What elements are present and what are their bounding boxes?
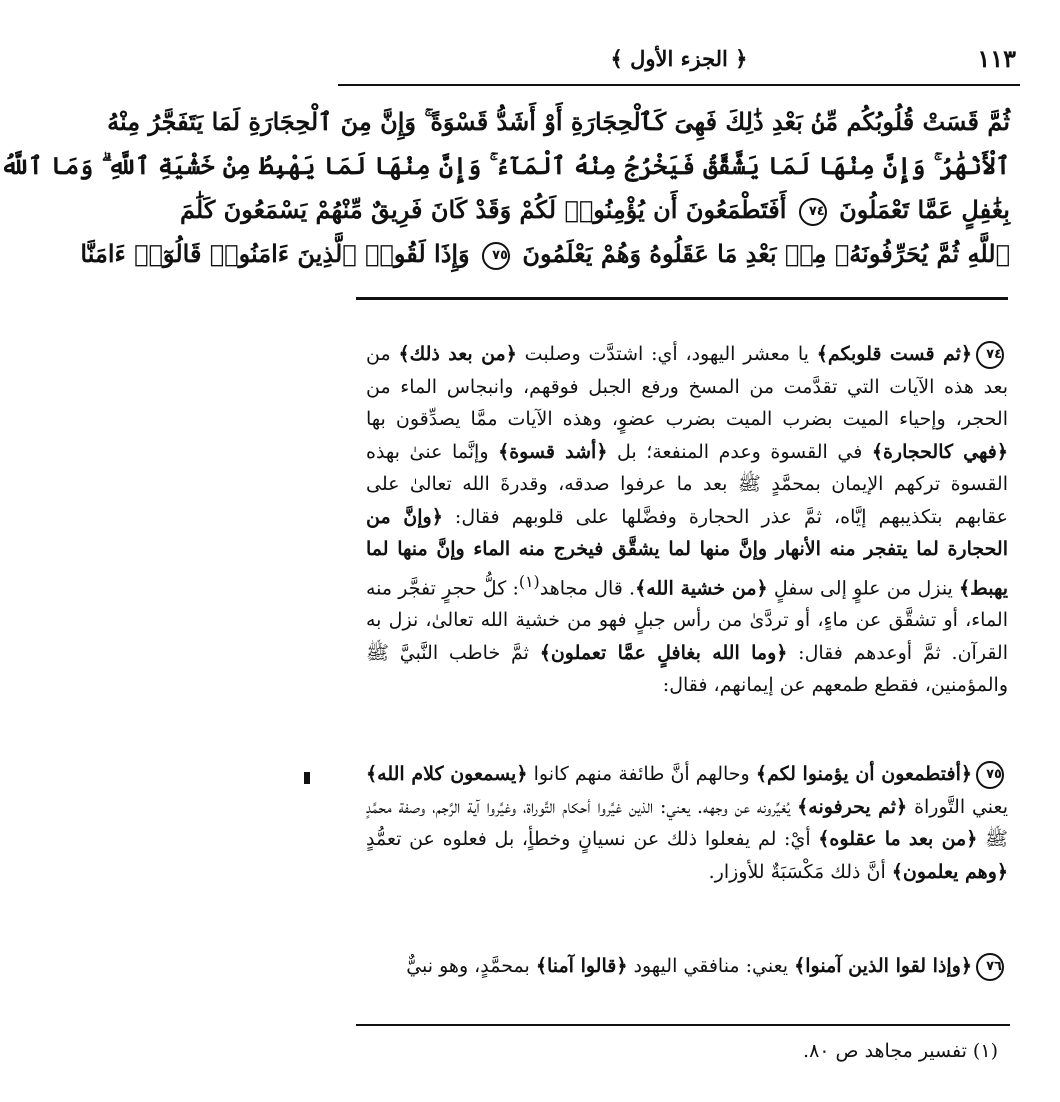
quote-2: ﴿من بعد ذلك﴾ <box>398 343 517 365</box>
text-8: ثمَّ خاطب النَّبيَّ ﷺ والمؤمنين، فقطع طمعهم عن إيمانهم، فقال: <box>366 641 1008 697</box>
quote-1: ﴿ثم قست قلوبكم﴾ <box>816 343 973 365</box>
text-1: يا معشر اليهود، أي: اشتدَّت وصلبت <box>516 343 817 365</box>
quran-line-4-text: ٱللَّهِ ثُمَّ يُحَرِّفُونَهُۥ مِنۢ بَعْدِ مَا عَقَلُوهُ وَهُمْ يَعْلَمُونَ <box>522 239 1010 268</box>
text-5: ينزل من علوٍ إلى سفلٍ <box>767 576 960 599</box>
footnote: (١) تفسير مجاهد ص ٨٠. <box>803 1040 998 1062</box>
quote-5: ﴿وإنَّ من الحجارة لما يتفجر منه الأنهار وإنَّ منها لما يشقَّق فيخرج منه الماء وإنَّ منها لما يهبط﴾ <box>366 505 1008 599</box>
text-6: . قال مجاهد <box>539 576 636 599</box>
quote-3: ﴿ثم يحرفونه﴾ <box>797 795 908 818</box>
quote-4: ﴿أشد قسوة﴾ <box>498 440 608 463</box>
tafsir-ayah-number-76: ٧٦ <box>976 953 1004 981</box>
ayah-number-75: ٧٥ <box>482 242 510 270</box>
quote-3: ﴿فهي كالحجارة﴾ <box>871 440 1008 463</box>
text-4: أيْ: لم يفعلوا ذلك عن نسيانٍ وخطأٍ، بل فعلوه عن تعمُّدٍ <box>366 828 819 850</box>
text-2: من بعد هذه الآيات التي تقدَّمت من المسخ ورفع الجبل فوقهم، وانبجاس الماء من الحجر، وإحياء الميت بضرب الميت بضرب عضوٍ، وهذه الآيات ممَّا يصدِّقون بها <box>366 343 1008 430</box>
footnote-rule <box>356 1024 1010 1026</box>
quote-2: ﴿يسمعون كلام الله﴾ <box>366 763 528 785</box>
text-3: يُغيِّرونه عن وجهه. يعني: الذين غيَّروا أحكام التَّوراة، وغيَّروا آية الرَّجم، وصفة محمَّدٍ ﷺ <box>366 795 1009 850</box>
text-2: بمحمَّدٍ، وهو نبيٌّ <box>406 955 536 977</box>
quran-line-1: ثُمَّ قَسَتْ قُلُوبُكُم مِّنۢ بَعْدِ ذَٰلِكَ فَهِىَ كَٱلْحِجَارَةِ أَوْ أَشَدُّ قَسْوَةً ۚ وَإِنَّ مِنَ ٱلْحِجَارَةِ لَمَا يَتَفَجَّرُ مِنْهُ <box>107 107 1010 136</box>
quran-line-3-text: بِغَٰفِلٍ عَمَّا تَعْمَلُونَ <box>839 195 1010 224</box>
quote-2: ﴿قالوا آمنا﴾ <box>535 955 628 977</box>
scan-edge-mark <box>304 772 310 784</box>
quran-line-4 <box>80 232 1010 276</box>
quote-5: ﴿وهم يعلمون﴾ <box>891 860 1008 883</box>
quote-4: ﴿من بعد ما عقلوه﴾ <box>818 828 978 850</box>
page-header <box>338 44 1020 80</box>
tafsir-section-76 <box>366 950 1008 983</box>
part-title: ﴿ الجزء الأول ﴾ <box>610 46 748 71</box>
tafsir-paragraph-74 <box>366 338 1008 702</box>
quran-line-4b-text: وَإِذَا لَقُوا۟ ٱلَّذِينَ ءَامَنُوا۟ قَالُوٓا۟ ءَامَنَّا <box>80 239 470 268</box>
tafsir-ayah-number-75: ٧٥ <box>976 761 1004 789</box>
text-1: يعني: منافقي اليهود <box>627 955 795 977</box>
quote-1: ﴿أفتطمعون أن يؤمنوا لكم﴾ <box>755 763 972 785</box>
quote-6: ﴿من خشية الله﴾ <box>635 576 768 599</box>
text-5: أنَّ ذلك مَكْسَبَةٌ للأوزار. <box>708 860 892 883</box>
ayah-number-74: ٧٤ <box>799 198 827 226</box>
page-number: ١١٣ <box>977 44 1016 73</box>
footnote-ref: (١) <box>518 571 540 591</box>
header-rule <box>338 84 1020 86</box>
tafsir-section-74 <box>366 338 1008 702</box>
quran-line-2: ٱلْأَنْهَٰرُ ۚ وَإِنَّ مِنْهَا لَمَا يَشَّقَّقُ فَيَخْرُجُ مِنْهُ ٱلْمَآءُ ۚ وَإِنَّ مِنْهَا لَمَا يَهْبِطُ مِنْ خَشْيَةِ ٱللَّهِ ۗ وَمَا ٱللَّهُ <box>0 151 1010 180</box>
text-2: يعني التَّوراة <box>907 795 1008 818</box>
quran-line-3 <box>179 188 1010 232</box>
quote-1: ﴿وإذا لقوا الذين آمنوا﴾ <box>794 955 972 977</box>
text-7: : كلُّ حجرٍ تفجَّر منه الماء، أو تشقَّق عن ماءٍ، أو تردَّىٰ من رأس جبلٍ فهو من خشية الله تعالىٰ، نزل به القرآن. ثمَّ أوعدهم فقال: <box>366 576 1008 664</box>
quote-7: ﴿وما الله بغافلٍ عمَّا تعملون﴾ <box>539 641 788 664</box>
quran-line-3b-text: أَفَتَطْمَعُونَ أَن يُؤْمِنُوا۟ لَكُمْ وَقَدْ كَانَ فَرِيقٌ مِّنْهُمْ يَسْمَعُونَ كَلَٰمَ <box>179 195 787 224</box>
text-4: وإنَّما عنىٰ بهذه القسوة تركهم الإيمان بمحمَّدٍ ﷺ بعد ما عرفوا صدقه، وقدرةَ الله تعالىٰ على عقابهم بتكذيبهم إيَّاه، ثمَّ عذر الحجارة وفضَّلها على قلوبهم فقال: <box>366 440 1008 528</box>
text-1: وحالهم أنَّ طائفة منهم كانوا <box>527 763 756 785</box>
tafsir-paragraph-75 <box>366 758 1008 888</box>
tafsir-paragraph-76 <box>366 950 1008 983</box>
text-3: في القسوة وعدم المنفعة؛ بل <box>607 440 872 463</box>
tafsir-section-75 <box>366 758 1008 888</box>
quran-text-block <box>0 100 1010 276</box>
quran-separator-rule <box>356 297 1008 300</box>
tafsir-ayah-number-74: ٧٤ <box>976 341 1004 369</box>
